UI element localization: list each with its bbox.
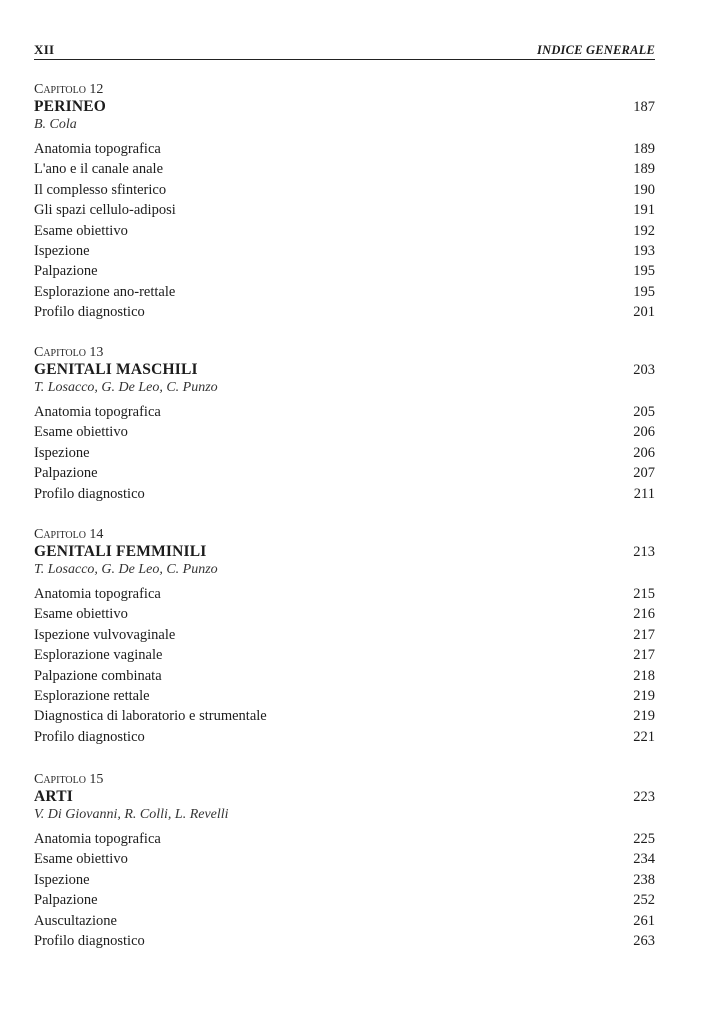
toc-entry-page: 195 [633, 283, 655, 300]
toc-entry-title: Ispezione [34, 444, 90, 461]
toc-entry-page: 218 [633, 667, 655, 684]
toc-entry[interactable] [34, 422, 655, 442]
toc-entry-page: 192 [633, 222, 655, 239]
page-folio: XII [34, 42, 55, 57]
chapter-title-row[interactable] [34, 788, 655, 806]
toc-entry-page: 217 [633, 647, 655, 664]
toc-entry-page: 193 [633, 242, 655, 259]
toc-entry[interactable] [34, 849, 655, 869]
toc-entry-title: Anatomia topografica [34, 404, 161, 420]
toc-entry-title: Anatomia topografica [34, 586, 161, 602]
chapter-block [34, 82, 655, 323]
toc-entry[interactable] [34, 159, 655, 179]
toc-entry[interactable] [34, 139, 655, 159]
toc-entry[interactable] [34, 584, 655, 604]
toc-entry-title: Diagnostica di laboratorio e strumentale [34, 708, 267, 725]
toc-entry-title: Profilo diagnostico [34, 304, 145, 321]
toc-entry-page: 205 [633, 404, 655, 420]
chapter-block [34, 345, 655, 504]
toc-entry-title: Profilo diagnostico [34, 728, 145, 745]
chapter-authors: T. Losacco, G. De Leo, C. Punzo [34, 380, 218, 395]
toc-entry[interactable] [34, 931, 655, 951]
toc-entry-title: Profilo diagnostico [34, 932, 145, 949]
toc-entry[interactable] [34, 625, 655, 645]
toc-entry[interactable] [34, 870, 655, 890]
running-title: INDICE GENERALE [537, 43, 655, 57]
chapter-title: GENITALI MASCHILI [34, 361, 198, 378]
toc-entry-page: 190 [633, 181, 655, 198]
toc-entry-page: 207 [633, 465, 655, 482]
toc-entry[interactable] [34, 221, 655, 241]
toc-entry[interactable] [34, 727, 655, 747]
toc-entry[interactable] [34, 686, 655, 706]
chapter-page-number: 187 [633, 99, 655, 115]
toc-entry[interactable] [34, 645, 655, 665]
toc-entry-page: 191 [633, 202, 655, 219]
chapter-title: GENITALI FEMMINILI [34, 543, 207, 560]
toc-entry-page: 189 [633, 161, 655, 178]
toc-entry-page: 225 [633, 831, 655, 847]
toc-entry[interactable] [34, 890, 655, 910]
toc-entry-title: Ispezione vulvovaginale [34, 626, 176, 643]
toc-entry-title: Esame obiettivo [34, 424, 128, 441]
toc-entry-title: Auscultazione [34, 912, 117, 929]
chapter-title-row[interactable] [34, 98, 655, 116]
running-header [34, 38, 655, 60]
toc-entry-title: Palpazione [34, 263, 98, 280]
toc-entry[interactable] [34, 829, 655, 849]
toc-entry-title: Palpazione [34, 892, 98, 909]
toc-entry[interactable] [34, 261, 655, 281]
toc-entry[interactable] [34, 241, 655, 261]
toc-entry-title: Esame obiettivo [34, 222, 128, 239]
toc-entry[interactable] [34, 302, 655, 322]
chapter-page-number: 213 [633, 544, 655, 560]
toc-entry[interactable] [34, 463, 655, 483]
toc-entry-title: Esame obiettivo [34, 606, 128, 623]
toc-entry-title: Palpazione [34, 465, 98, 482]
chapter-page-number: 223 [633, 789, 655, 805]
chapter-page-number: 203 [633, 362, 655, 378]
toc-entry[interactable] [34, 706, 655, 726]
toc-entry-page: 201 [633, 304, 655, 321]
toc-entry-page: 263 [633, 932, 655, 949]
toc-entry-page: 211 [633, 485, 655, 502]
toc-entry-page: 219 [633, 687, 655, 704]
chapter-authors: T. Losacco, G. De Leo, C. Punzo [34, 562, 218, 577]
toc-entry[interactable] [34, 200, 655, 220]
toc-entry-title: Esplorazione rettale [34, 687, 150, 704]
chapter-label: Capitolo 15 [34, 772, 104, 787]
chapter-authors: V. Di Giovanni, R. Colli, L. Revelli [34, 807, 229, 822]
chapter-authors: B. Cola [34, 117, 77, 132]
toc-entry-title: Ispezione [34, 871, 90, 888]
toc-page [34, 38, 655, 949]
toc-entry-page: 234 [633, 851, 655, 868]
toc-entry-title: Anatomia topografica [34, 141, 161, 157]
chapter-label: Capitolo 13 [34, 345, 104, 360]
toc-entry-page: 216 [633, 606, 655, 623]
chapter-title: ARTI [34, 788, 74, 805]
toc-entry-title: Profilo diagnostico [34, 485, 145, 502]
toc-entry-title: Gli spazi cellulo-adiposi [34, 202, 176, 219]
toc-entry-title: Esplorazione vaginale [34, 647, 163, 664]
toc-entry-page: 206 [633, 444, 655, 461]
toc-entry-title: Anatomia topografica [34, 831, 161, 847]
toc-entry-page: 252 [633, 892, 655, 909]
toc-entry-title: Esplorazione ano-rettale [34, 283, 176, 300]
toc-entry[interactable] [34, 666, 655, 686]
chapter-block [34, 772, 655, 951]
chapter-label: Capitolo 14 [34, 527, 104, 542]
chapter-title-row[interactable] [34, 543, 655, 561]
toc-entry-page: 206 [633, 424, 655, 441]
toc-entry-page: 221 [633, 728, 655, 745]
toc-entry[interactable] [34, 911, 655, 931]
toc-entry[interactable] [34, 604, 655, 624]
chapter-label: Capitolo 12 [34, 82, 104, 97]
toc-entry-page: 219 [633, 708, 655, 725]
toc-entry[interactable] [34, 402, 655, 422]
toc-entry-title: Palpazione combinata [34, 667, 162, 684]
toc-entry[interactable] [34, 484, 655, 504]
toc-entry[interactable] [34, 443, 655, 463]
chapter-block [34, 527, 655, 747]
toc-entry-title: Il complesso sfinterico [34, 181, 167, 198]
chapter-title-row[interactable] [34, 361, 655, 379]
toc-entry[interactable] [34, 282, 655, 302]
toc-entry-title: L'ano e il canale anale [34, 161, 164, 178]
toc-entry-page: 189 [633, 141, 655, 157]
toc-entry[interactable] [34, 180, 655, 200]
toc-entry-page: 217 [633, 626, 655, 643]
toc-entry-page: 261 [633, 912, 655, 929]
toc-entry-page: 238 [633, 871, 655, 888]
toc-entry-title: Esame obiettivo [34, 851, 128, 868]
toc-entry-page: 195 [633, 263, 655, 280]
toc-entry-page: 215 [633, 586, 655, 602]
toc-entry-title: Ispezione [34, 242, 90, 259]
chapter-title: PERINEO [34, 98, 107, 115]
